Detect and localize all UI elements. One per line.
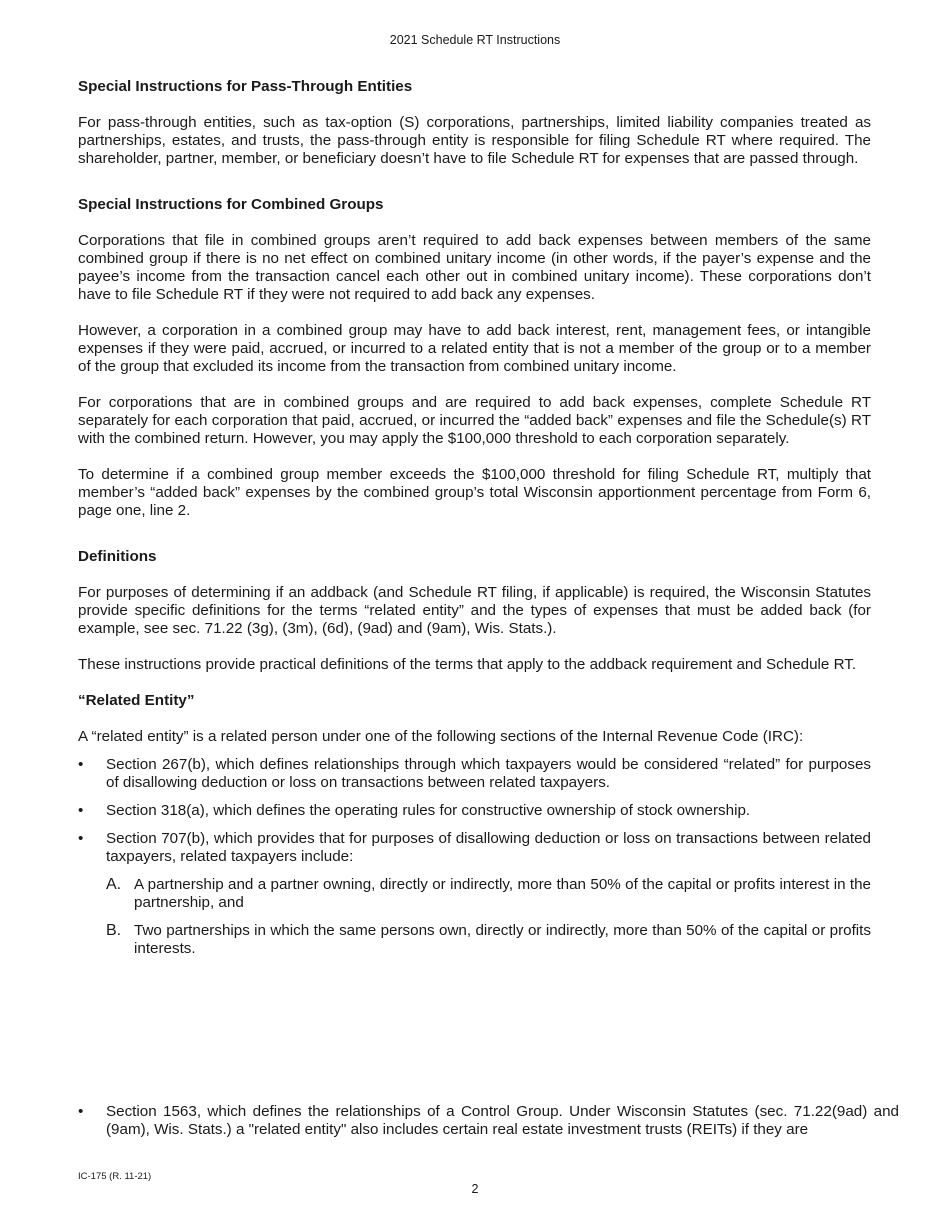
list-item: [78, 1103, 899, 1139]
list-item-text: Section 1563, which defines the relationships of a Control Group. Under Wisconsin Statutes (sec. 71.22(9ad) and (9am), Wis. Stats.) a "related entity" also includes certain real estate investment trusts (REITs) if they are: [106, 1103, 899, 1138]
list-item-text: Section 318(a), which defines the operating rules for constructive ownership of stock ownership.: [106, 802, 751, 819]
list-item-text: Section 707(b), which provides that for purposes of disallowing deduction or loss on transactions between related taxpayers, related taxpayers include:: [106, 830, 871, 865]
section-heading-combined-groups: Special Instructions for Combined Groups: [78, 196, 384, 213]
sub-list-item: [78, 922, 871, 958]
section-heading-related-entity: “Related Entity”: [78, 692, 195, 709]
sub-list-item-text: A partnership and a partner owning, directly or indirectly, more than 50% of the capital or profits interest in the partnership, and: [134, 876, 871, 911]
list-item-text: Section 267(b), which defines relationships through which taxpayers would be considered “related” for purposes of disallowing deduction or loss on transactions between related taxpayers.: [106, 756, 871, 791]
paragraph: For purposes of determining if an addback (and Schedule RT filing, if applicable) is required, the Wisconsin Statutes provide specific definitions for the terms “related entity” and the types of expenses that must be added back (for example, see sec. 71.22 (3g), (3m), (6d), (9ad) and (9am), Wis. Stats.).: [78, 584, 871, 637]
page-header: 2021 Schedule RT Instructions: [389, 33, 561, 47]
paragraph: A “related entity” is a related person under one of the following sections of the Internal Revenue Code (IRC):: [78, 728, 804, 745]
paragraph: For corporations that are in combined groups and are required to add back expenses, complete Schedule RT separately for each corporation that paid, accrued, or incurred the “added back” expenses and file the Schedule(s) RT with the combined return. However, you may apply the $100,000 threshold to each corporation separately.: [78, 394, 871, 447]
bullet-icon: •: [78, 756, 84, 773]
section-heading-definitions: Definitions: [78, 548, 157, 565]
section-heading-pass-through: Special Instructions for Pass-Through Entities: [78, 78, 413, 95]
paragraph: These instructions provide practical definitions of the terms that apply to the addback requirement and Schedule RT.: [78, 656, 857, 673]
list-letter: A.: [106, 876, 122, 893]
list-item: [78, 756, 871, 792]
sub-list-item: [78, 876, 871, 912]
document-body: [78, 78, 871, 968]
paragraph: Corporations that file in combined groups aren’t required to add back expenses between members of the same combined group if there is no net effect on combined unitary income (in other words, if the payer’s expense and the payee’s income from the transaction cancel each other out in combined unitary income). These corporations don’t have to file Schedule RT if they were not required to add back any expenses.: [78, 232, 871, 303]
list-item: [78, 830, 871, 866]
bullet-icon: •: [78, 802, 84, 819]
sub-list-item-text: Two partnerships in which the same persons own, directly or indirectly, more than 50% of the capital or profits interests.: [134, 922, 871, 957]
list-letter: B.: [106, 922, 122, 939]
form-id: IC-175 (R. 11-21): [78, 1171, 152, 1182]
list-item: [78, 802, 871, 820]
bullet-icon: •: [78, 1103, 84, 1120]
paragraph: For pass-through entities, such as tax-option (S) corporations, partnerships, limited liability companies treated as partnerships, estates, and trusts, the pass-through entity is responsible for filing Schedule RT where required. The shareholder, partner, member, or beneficiary doesn’t have to file Schedule RT for expenses that are passed through.: [78, 114, 871, 167]
paragraph: To determine if a combined group member exceeds the $100,000 threshold for filing Schedule RT, multiply that member’s “added back” expenses by the combined group’s total Wisconsin apportionment percentage from Form 6, page one, line 2.: [78, 466, 871, 519]
bullet-icon: •: [78, 830, 84, 847]
paragraph: However, a corporation in a combined group may have to add back interest, rent, management fees, or intangible expenses if they were paid, accrued, or incurred to a related entity that is not a member of the group or to a member of the group that excluded its income from the transaction from combined unitary income.: [78, 322, 871, 375]
page-number: 2: [471, 1182, 479, 1196]
